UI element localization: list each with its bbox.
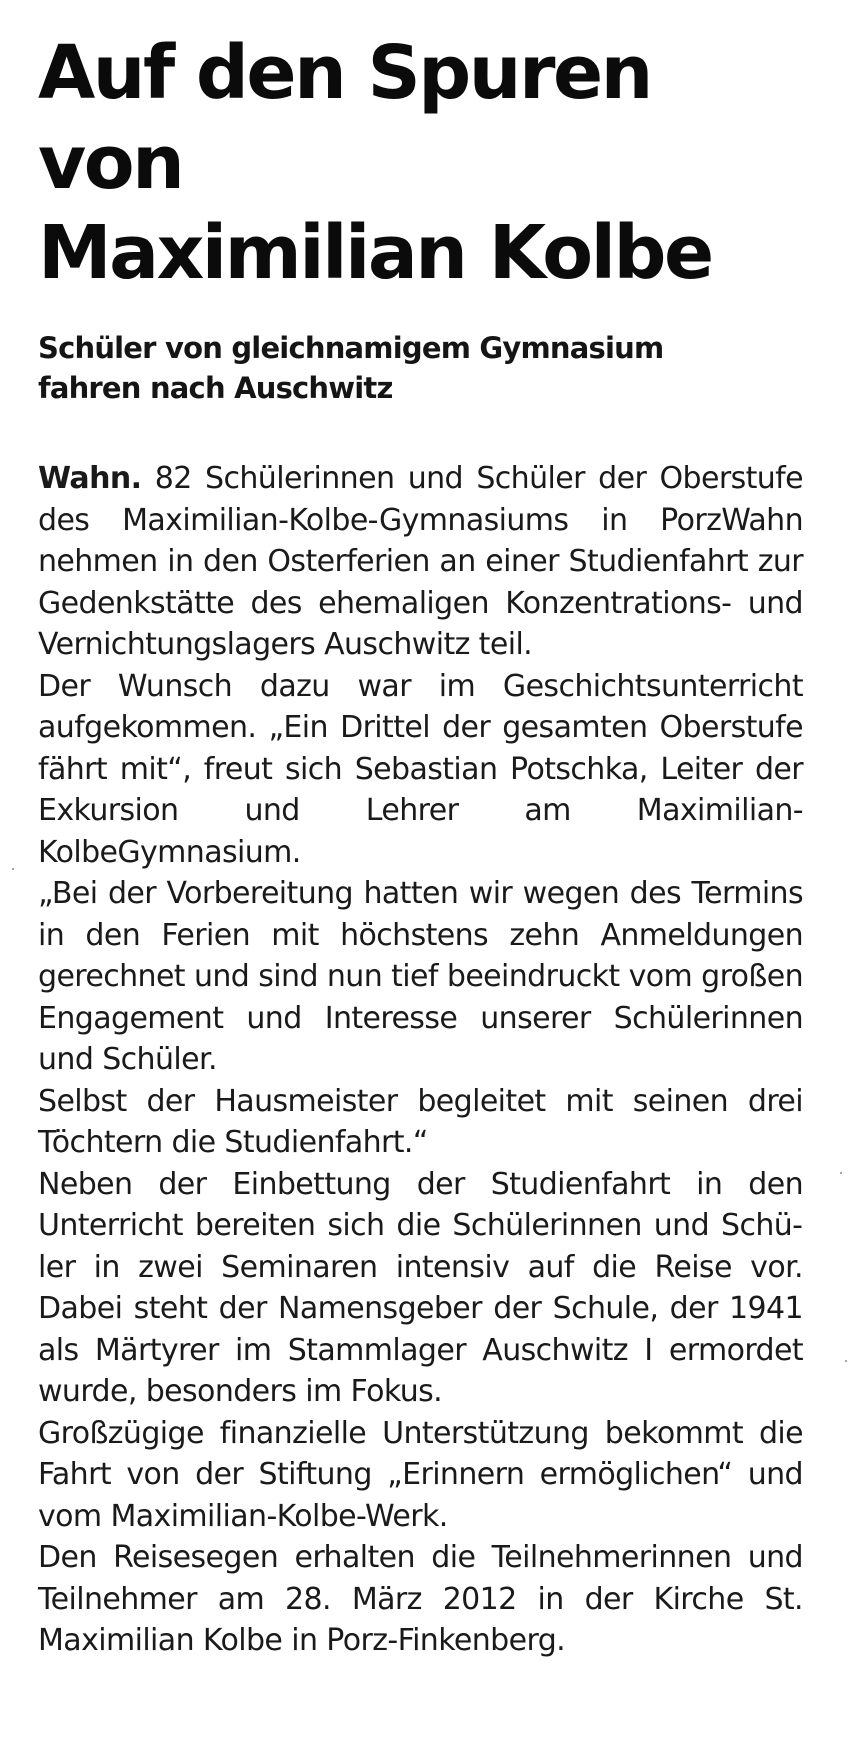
scan-speck [12, 868, 14, 870]
scan-speck [845, 1360, 847, 1362]
article-paragraph-5: Neben der Einbettung der Studienfahrt in den Unterricht bereiten sich die Schülerinnen und Schüler in zwei Seminaren intensiv auf die Reise vor. Dabei steht der Namensgeber der Schule, der 1941 als Märtyrer im Stammlager Auschwitz I ermordet wurde, besonders im Fokus. [38, 1166, 803, 1409]
subheadline [38, 328, 803, 408]
paragraph-text: 82 Schülerinnen und Schüler der Oberstufe des Maximilian-Kolbe-Gymnasiums in PorzWahn nehmen in den Osterferien an einer Studienfahrt zur Gedenkstätte des ehemaligen Konzentrations- und Vernichtungslagers Auschwitz teil. [38, 461, 803, 662]
newspaper-article [38, 28, 803, 1662]
headline-line-1: Auf den Spuren von [38, 30, 651, 206]
subheadline-line-1: Schüler von gleichnamigem Gymnasium [38, 331, 664, 365]
article-paragraph-6: Großzügige finanzielle Unterstützung bekommt die Fahrt von der Stiftung „Erinnern ermöglichen“ und vom Maximilian-Kolbe-Werk. [38, 1415, 803, 1534]
scan-speck [840, 1172, 842, 1174]
article-body [38, 458, 803, 1662]
headline-line-2: Maximilian Kolbe [38, 210, 712, 296]
headline [38, 28, 803, 298]
dateline: Wahn. [38, 461, 142, 496]
article-paragraph-1 [38, 458, 803, 666]
subheadline-line-2: fahren nach Auschwitz [38, 371, 393, 405]
article-paragraph-7: Den Reisesegen erhalten die Teilnehmerinnen und Teilnehmer am 28. März 2012 in der Kirche St. Maximilian Kolbe in Porz-Finkenberg. [38, 1540, 803, 1658]
article-paragraph-4: Selbst der Hausmeister begleitet mit seinen drei Töchtern die Studienfahrt.“ [38, 1083, 803, 1160]
article-paragraph-2: Der Wunsch dazu war im Geschichtsunterricht aufgekommen. „Ein Drittel der gesamten Oberstufe fährt mit“, freut sich Sebastian Potschka, Leiter der Exkursion und Lehrer am Maximilian-KolbeGymnasium. [38, 668, 803, 870]
article-paragraph-3: „Bei der Vorbereitung hatten wir wegen des Termins in den Ferien mit höchstens zehn Anmeldungen gerechnet und sind nun tief beeindruckt vom großen Engagement und Interesse unserer Schülerinnen und Schüler. [38, 876, 803, 1077]
